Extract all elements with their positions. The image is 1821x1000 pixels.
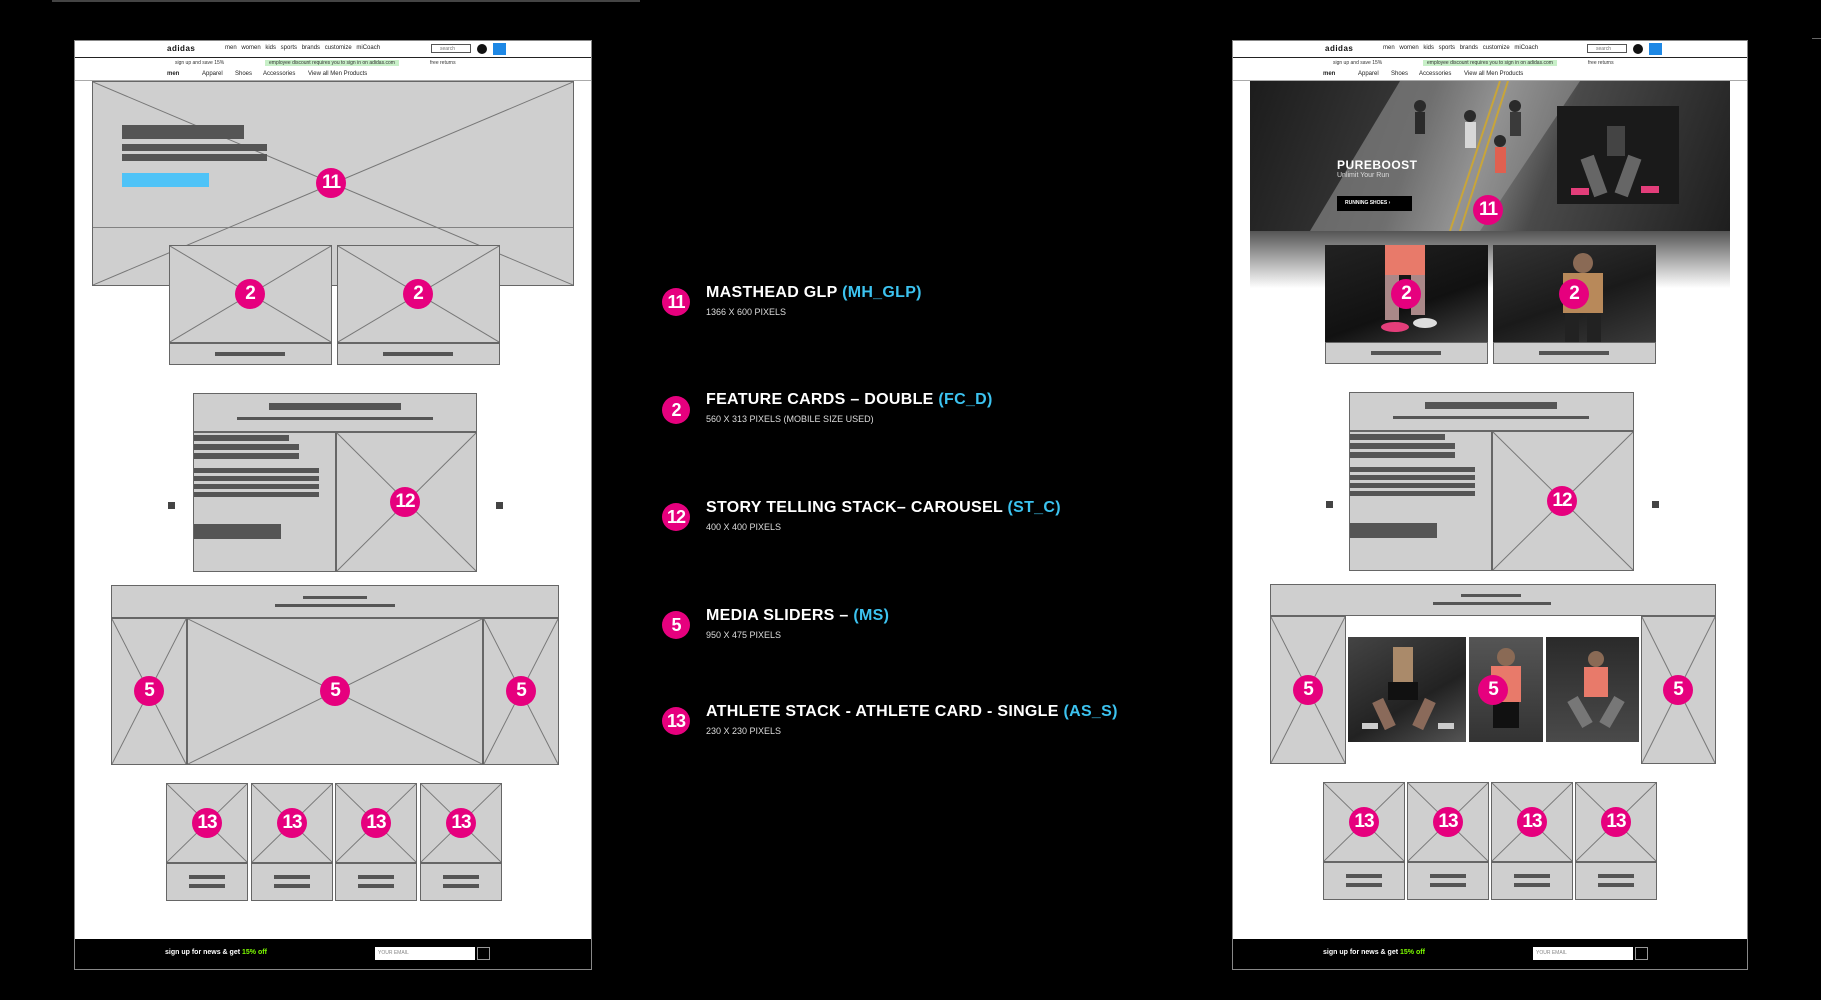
masthead-subtitle: Unlimit Your Run bbox=[1337, 172, 1390, 179]
athlete-caption-bar bbox=[189, 875, 225, 879]
athlete-caption-bar bbox=[1598, 883, 1634, 887]
feature-caption-bar bbox=[1371, 351, 1441, 355]
masthead-badge: 11 bbox=[316, 168, 346, 198]
story-line bbox=[1350, 483, 1475, 488]
feature-badge: 2 bbox=[1559, 279, 1589, 309]
athlete-caption-bar bbox=[358, 884, 394, 888]
masthead-inset-photo bbox=[1557, 106, 1679, 204]
site-header bbox=[1233, 41, 1747, 58]
story-subtitle-bar bbox=[1393, 416, 1589, 419]
media-badge: 5 bbox=[1663, 675, 1693, 705]
bag-icon[interactable] bbox=[1649, 43, 1662, 55]
athlete-caption-bar bbox=[443, 884, 479, 888]
feature-badge: 2 bbox=[235, 279, 265, 309]
submit-arrow-button[interactable] bbox=[1635, 947, 1648, 960]
top-divider bbox=[52, 0, 640, 2]
story-line bbox=[194, 453, 299, 459]
legend-subtitle: 230 X 230 PIXELS bbox=[706, 726, 782, 736]
sub-nav bbox=[1233, 70, 1747, 81]
legend-badge: 12 bbox=[662, 503, 690, 531]
legend-title: FEATURE CARDS – DOUBLE (FC_D) bbox=[706, 391, 993, 408]
email-input[interactable]: YOUR EMAIL bbox=[1533, 947, 1633, 960]
promo-signup[interactable]: sign up and save 15% bbox=[175, 60, 225, 66]
newsletter-text: sign up for news & get 15% off bbox=[165, 949, 267, 956]
adidas-logo[interactable]: adidas bbox=[1325, 44, 1354, 53]
story-line bbox=[1350, 443, 1455, 449]
main-nav[interactable]: men women kids sports brands customize miCoach bbox=[225, 45, 381, 51]
story-line bbox=[1350, 467, 1475, 472]
story-line bbox=[1350, 491, 1475, 496]
feature-badge: 2 bbox=[403, 279, 433, 309]
search-input[interactable]: search bbox=[1587, 44, 1627, 53]
subnav-view-all[interactable]: View all Men Products bbox=[1464, 71, 1524, 77]
wireframe-page bbox=[74, 40, 592, 970]
media-header bbox=[111, 585, 559, 618]
feature-caption-bar bbox=[383, 352, 453, 356]
story-line bbox=[1350, 475, 1475, 480]
athlete-caption-bar bbox=[358, 875, 394, 879]
feature-badge: 2 bbox=[1391, 279, 1421, 309]
athlete-badge: 13 bbox=[446, 808, 476, 838]
feature-caption-bar bbox=[215, 352, 285, 356]
athlete-caption-bar bbox=[1430, 874, 1466, 878]
story-subtitle-bar bbox=[237, 417, 433, 420]
story-line bbox=[194, 476, 319, 481]
legend-title: MEDIA SLIDERS – (MS) bbox=[706, 607, 890, 624]
athlete-caption-bar bbox=[1598, 874, 1634, 878]
media-subtitle-bar bbox=[1433, 602, 1551, 605]
bag-icon[interactable] bbox=[493, 43, 506, 55]
legend-title: STORY TELLING STACK– CAROUSEL (ST_C) bbox=[706, 499, 1061, 516]
athlete-caption-bar bbox=[1514, 883, 1550, 887]
athlete-card-caption bbox=[251, 863, 333, 901]
athlete-caption-bar bbox=[1430, 883, 1466, 887]
athlete-caption-bar bbox=[1346, 874, 1382, 878]
media-badge: 5 bbox=[1293, 675, 1323, 705]
newsletter-text: sign up for news & get 15% off bbox=[1323, 949, 1425, 956]
media-photo bbox=[1546, 637, 1639, 742]
subnav-shoes[interactable]: Shoes bbox=[235, 71, 253, 77]
athlete-caption-bar bbox=[274, 875, 310, 879]
masthead-title-bar bbox=[122, 125, 244, 139]
athlete-caption-bar bbox=[443, 875, 479, 879]
athlete-card-caption bbox=[1323, 862, 1405, 900]
story-line bbox=[194, 484, 319, 489]
masthead-badge: 11 bbox=[1473, 195, 1503, 225]
promo-employee[interactable]: employee discount requires you to sign in on adidas.com bbox=[265, 60, 399, 66]
story-line bbox=[1350, 434, 1445, 440]
promo-employee[interactable]: employee discount requires you to sign in on adidas.com bbox=[1423, 60, 1557, 66]
story-button-bar[interactable] bbox=[1350, 523, 1437, 538]
legend-subtitle: 950 X 475 PIXELS bbox=[706, 630, 782, 640]
athlete-card-caption bbox=[335, 863, 417, 901]
story-header bbox=[193, 393, 477, 432]
legend-subtitle: 400 X 400 PIXELS bbox=[706, 522, 782, 532]
carousel-prev-arrow[interactable] bbox=[168, 502, 175, 509]
athlete-card-caption bbox=[1491, 862, 1573, 900]
promo-bar bbox=[75, 58, 591, 69]
legend-badge: 11 bbox=[662, 288, 690, 316]
legend-title: MASTHEAD GLP (MH_GLP) bbox=[706, 284, 922, 301]
email-input[interactable]: YOUR EMAIL bbox=[375, 947, 475, 960]
media-subtitle-bar bbox=[275, 604, 395, 607]
athlete-caption-bar bbox=[1514, 874, 1550, 878]
top-right-tick bbox=[1812, 38, 1821, 39]
story-title-bar bbox=[1425, 402, 1557, 409]
promo-signup[interactable]: sign up and save 15% bbox=[1333, 60, 1383, 66]
submit-arrow-button[interactable] bbox=[477, 947, 490, 960]
athlete-badge: 13 bbox=[192, 808, 222, 838]
adidas-logo[interactable]: adidas bbox=[167, 44, 196, 53]
subnav-men[interactable]: men bbox=[167, 71, 180, 77]
newsletter-footer bbox=[75, 939, 591, 969]
story-line bbox=[194, 492, 319, 497]
account-icon[interactable] bbox=[1633, 44, 1643, 54]
story-line bbox=[194, 468, 319, 473]
promo-returns[interactable]: free returns bbox=[430, 60, 456, 66]
athlete-card-caption bbox=[1407, 862, 1489, 900]
subnav-apparel[interactable]: Apparel bbox=[1358, 71, 1379, 77]
subnav-accessories[interactable]: Accessories bbox=[1419, 71, 1452, 77]
media-badge: 5 bbox=[506, 676, 536, 706]
main-nav[interactable]: men women kids sports brands customize miCoach bbox=[1383, 45, 1539, 51]
masthead-text-bar bbox=[122, 144, 267, 151]
legend-subtitle: 560 X 313 PIXELS (MOBILE SIZE USED) bbox=[706, 414, 874, 424]
promo-bar bbox=[1233, 58, 1747, 69]
subnav-shoes[interactable]: Shoes bbox=[1391, 71, 1409, 77]
subnav-accessories[interactable]: Accessories bbox=[263, 71, 296, 77]
legend-title: ATHLETE STACK - ATHLETE CARD - SINGLE (AS_S) bbox=[706, 703, 1118, 720]
story-badge: 12 bbox=[390, 487, 420, 517]
media-header bbox=[1270, 584, 1716, 616]
carousel-next-arrow[interactable] bbox=[496, 502, 503, 509]
media-title-bar bbox=[1461, 594, 1521, 597]
media-title-bar bbox=[303, 596, 367, 599]
promo-returns[interactable]: free returns bbox=[1588, 60, 1614, 66]
subnav-men[interactable]: men bbox=[1323, 71, 1336, 77]
media-badge: 5 bbox=[1478, 675, 1508, 705]
sub-nav bbox=[75, 70, 591, 81]
legend-subtitle: 1366 X 600 PIXELS bbox=[706, 307, 787, 317]
media-badge: 5 bbox=[320, 676, 350, 706]
athlete-badge: 13 bbox=[277, 808, 307, 838]
story-line bbox=[194, 435, 289, 441]
athlete-card-caption bbox=[420, 863, 502, 901]
masthead-title: PUREBOOST bbox=[1337, 158, 1418, 172]
site-header bbox=[75, 41, 591, 58]
story-badge: 12 bbox=[1547, 486, 1577, 516]
media-photo bbox=[1348, 637, 1466, 742]
athlete-caption-bar bbox=[189, 884, 225, 888]
subnav-view-all[interactable]: View all Men Products bbox=[308, 71, 368, 77]
account-icon[interactable] bbox=[477, 44, 487, 54]
story-header bbox=[1349, 392, 1634, 431]
masthead-cta-bar[interactable] bbox=[122, 173, 209, 187]
athlete-badge: 13 bbox=[1433, 807, 1463, 837]
masthead-text-bar bbox=[122, 154, 267, 161]
athlete-badge: 13 bbox=[1601, 807, 1631, 837]
athlete-badge: 13 bbox=[1349, 807, 1379, 837]
masthead-cta-button[interactable]: RUNNING SHOES › bbox=[1337, 196, 1412, 211]
story-line bbox=[1350, 452, 1455, 458]
newsletter-footer bbox=[1233, 939, 1747, 969]
story-title-bar bbox=[269, 403, 401, 410]
athlete-caption-bar bbox=[274, 884, 310, 888]
mockup-page bbox=[1232, 40, 1748, 970]
subnav-apparel[interactable]: Apparel bbox=[202, 71, 223, 77]
masthead-fade bbox=[1250, 231, 1730, 288]
legend-badge: 13 bbox=[662, 707, 690, 735]
story-button-bar[interactable] bbox=[194, 524, 281, 539]
story-line bbox=[194, 444, 299, 450]
legend-badge: 2 bbox=[662, 396, 690, 424]
athlete-card-caption bbox=[166, 863, 248, 901]
athlete-badge: 13 bbox=[1517, 807, 1547, 837]
legend-badge: 5 bbox=[662, 611, 690, 639]
athlete-card-caption bbox=[1575, 862, 1657, 900]
media-badge: 5 bbox=[134, 676, 164, 706]
feature-caption-bar bbox=[1539, 351, 1609, 355]
athlete-badge: 13 bbox=[361, 808, 391, 838]
search-input[interactable]: search bbox=[431, 44, 471, 53]
athlete-caption-bar bbox=[1346, 883, 1382, 887]
carousel-next-arrow[interactable] bbox=[1652, 501, 1659, 508]
carousel-prev-arrow[interactable] bbox=[1326, 501, 1333, 508]
